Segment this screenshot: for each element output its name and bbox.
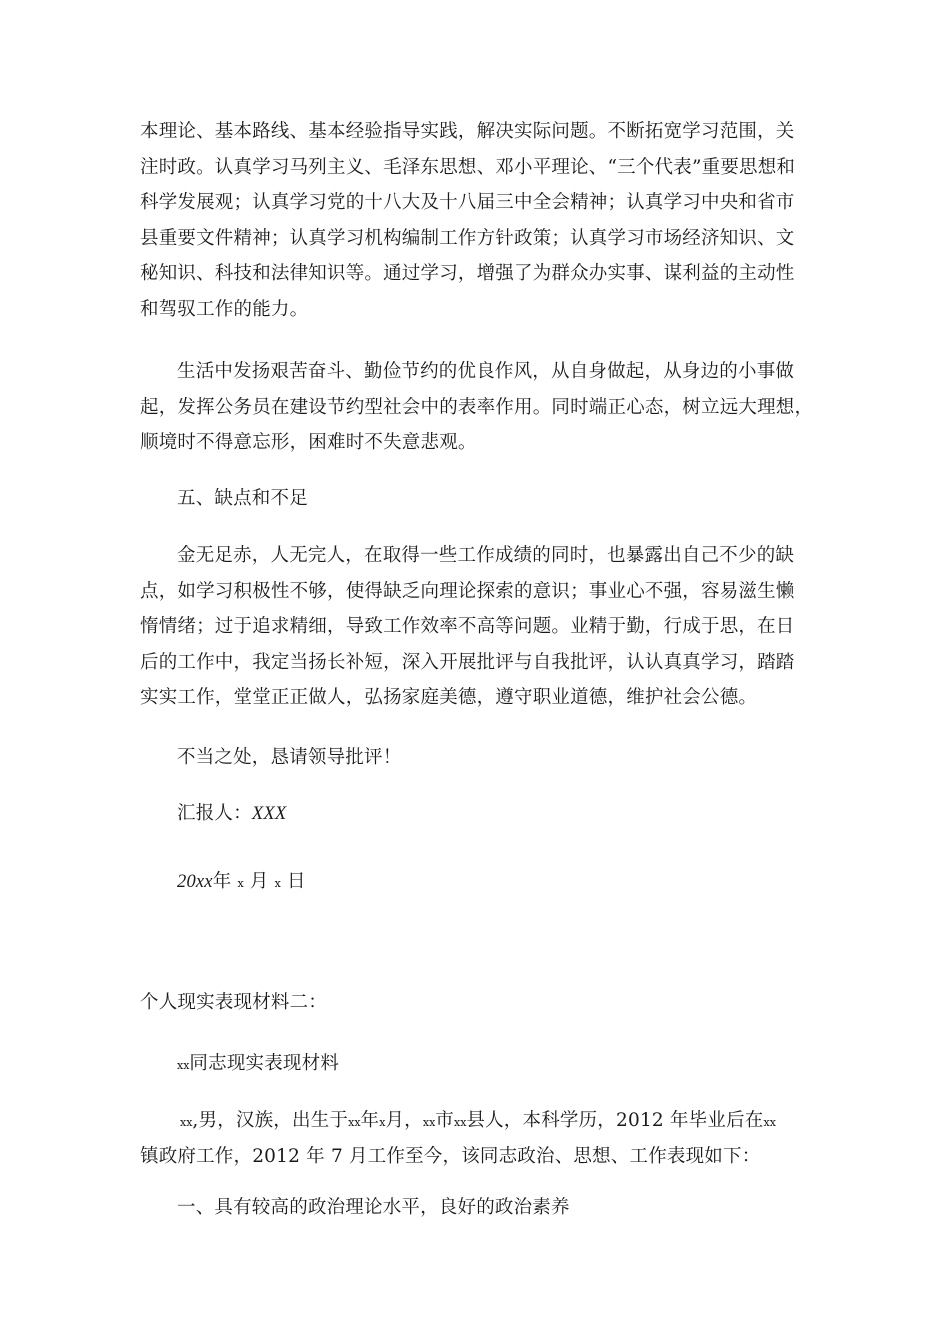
text-line: 县重要文件精神；认真学习机构编制工作方针政策；认真学习市场经济知识、文 xyxy=(140,227,795,249)
closing-remark: 不当之处，恳请领导批评！ xyxy=(177,747,402,768)
text-line: 后的工作中，我定当扬长补短，深入开展批评与自我批评，认认真真学习，踏踏 xyxy=(140,651,795,673)
date-line: 20xx年 x 月 x 日 xyxy=(177,871,306,892)
text-line: 实实工作，堂堂正正做人，弘扬家庭美德，遵守职业道德，维护社会公德。 xyxy=(140,687,758,709)
reporter-line xyxy=(140,796,816,832)
reporter-label: 汇报人： xyxy=(177,803,252,824)
paragraph-study xyxy=(140,114,816,328)
text-line: 注时政。认真学习马列主义、毛泽东思想、邓小平理论、“三个代表”重要思想和 xyxy=(140,156,796,178)
section2-intro xyxy=(140,1103,816,1174)
text-line: 惰情绪；过于追求精细，导致工作效率不高等问题。业精于勤，行成于思，在日 xyxy=(140,616,795,638)
text-line: 和驾驭工作的能力。 xyxy=(140,298,309,320)
section2-subtitle: xx同志现实表现材料 xyxy=(177,1053,340,1074)
section-heading-shortcomings: 五、缺点和不足 xyxy=(177,488,308,509)
text-line: 镇政府工作，2012 年 7 月工作至今，该同志政治、思想、工作表现如下： xyxy=(140,1145,761,1167)
text-line: 金无足赤，人无完人，在取得一些工作成绩的同时，也暴露出自己不少的缺 xyxy=(177,545,795,566)
text-line: 生活中发扬艰苦奋斗、勤俭节约的优良作风，从自身做起，从身边的小事做 xyxy=(177,361,795,382)
reporter-name: XXX xyxy=(251,804,287,824)
section2-title: 个人现实表现材料二： xyxy=(140,992,328,1013)
text-line: xx,男，汉族，出生于xx年x月，xx市xx县人，本科学历，2012 年毕业后在xx xyxy=(180,1110,776,1131)
text-line: 起，发挥公务员在建设节约型社会中的表率作用。同时端正心态，树立远大理想， xyxy=(140,396,814,418)
section2-heading-political: 一、具有较高的政治理论水平，良好的政治素养 xyxy=(177,1197,570,1218)
text-line: 科学发展观；认真学习党的十八大及十八届三中全会精神；认真学习中央和省市 xyxy=(140,192,795,214)
date-month: x xyxy=(237,877,244,890)
paragraph-lifestyle xyxy=(140,354,816,461)
text-line: 秘知识、科技和法律知识等。通过学习，增强了为群众办实事、谋利益的主动性 xyxy=(140,263,795,285)
text-line: 点，如学习积极性不够，使得缺乏向理论探索的意识；事业心不强，容易滋生懒 xyxy=(140,580,795,602)
paragraph-shortcomings xyxy=(140,538,816,716)
text-line: 本理论、基本路线、基本经验指导实践，解决实际问题。不断拓宽学习范围，关 xyxy=(140,121,795,142)
date-day: x xyxy=(274,877,281,890)
text-line: 顺境时不得意忘形，困难时不失意悲观。 xyxy=(140,432,477,454)
date-year: 20xx xyxy=(177,872,213,892)
